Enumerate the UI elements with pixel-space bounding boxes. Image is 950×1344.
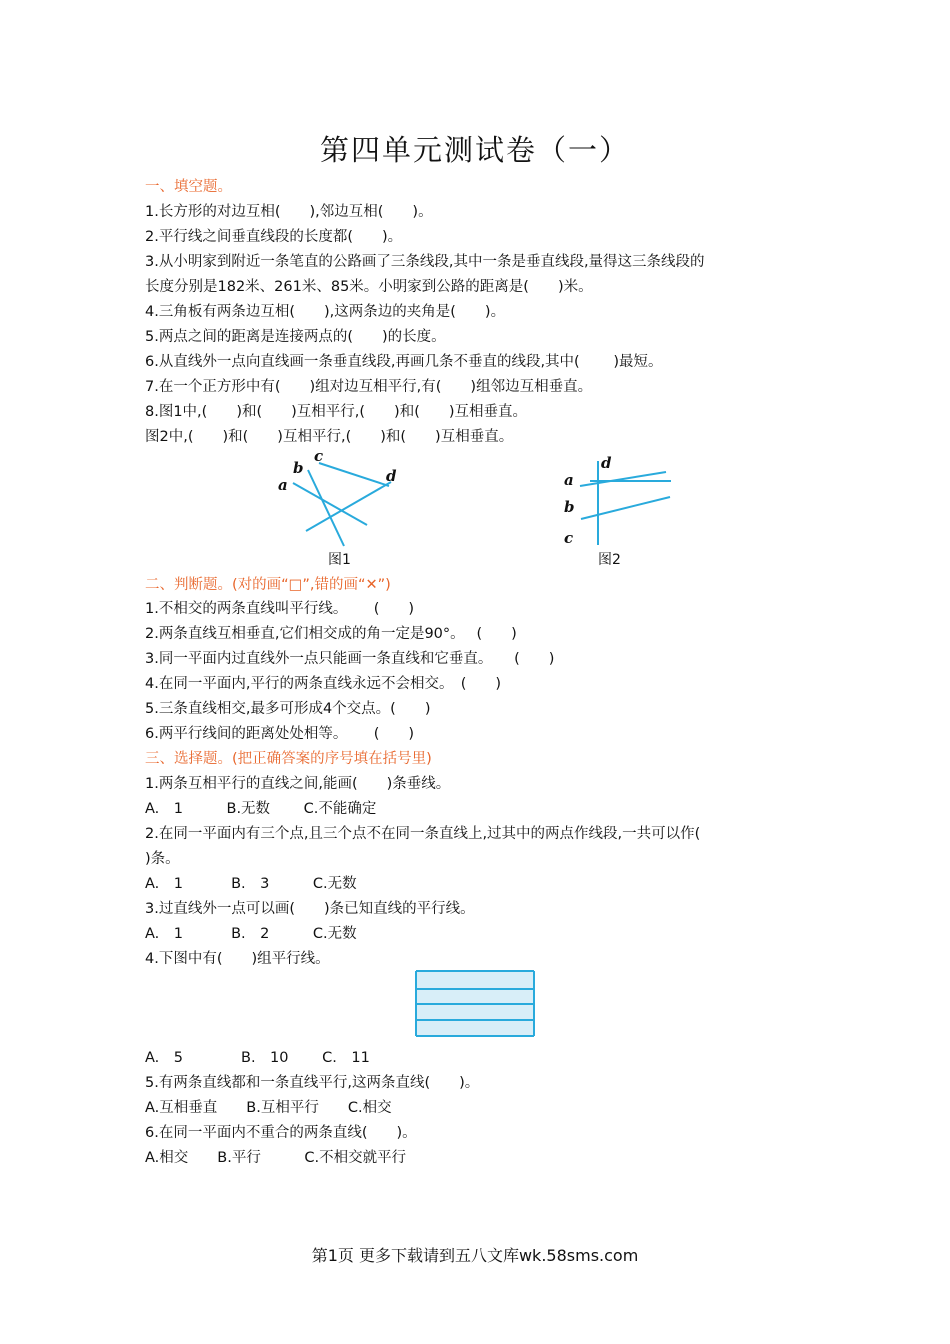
page-title: 第四单元测试卷（一） bbox=[319, 133, 630, 167]
figure-1-label-c: c bbox=[314, 447, 324, 465]
figure-1-caption: 图1 bbox=[328, 552, 351, 568]
question-1-8-line2: 图2中,( )和( )互相平行,( )和( )互相垂直。 bbox=[145, 429, 514, 445]
figure-2-label-d: d bbox=[601, 454, 612, 472]
question-2-1: 1.不相交的两条直线叫平行线。 ( ) bbox=[145, 601, 415, 617]
question-3-5-options: A.互相垂直 B.互相平行 C.相交 bbox=[145, 1100, 392, 1116]
question-3-3-options: A. 1 B. 2 C.无数 bbox=[145, 926, 357, 942]
question-3-1: 1.两条互相平行的直线之间,能画( )条垂线。 bbox=[145, 776, 451, 792]
figure-2-line-b bbox=[581, 497, 670, 519]
question-1-2: 2.平行线之间垂直线段的长度都( )。 bbox=[145, 229, 403, 245]
figure-2-label-a: a bbox=[564, 471, 574, 489]
question-2-5: 5.三条直线相交,最多可形成4个交点。( ) bbox=[145, 701, 431, 717]
question-1-3-line1: 3.从小明家到附近一条笔直的公路画了三条线段,其中一条是垂直线段,量得这三条线段的 bbox=[145, 254, 705, 270]
figure-1-label-d: d bbox=[386, 467, 397, 485]
figure-2-line-a bbox=[580, 472, 666, 486]
question-2-4: 4.在同一平面内,平行的两条直线永远不会相交。 ( ) bbox=[145, 676, 502, 692]
figure-1-line-d bbox=[306, 482, 391, 531]
question-3-4: 4.下图中有( )组平行线。 bbox=[145, 951, 330, 967]
question-3-5: 5.有两条直线都和一条直线平行,这两条直线( )。 bbox=[145, 1075, 480, 1091]
page-footer: 第1页 更多下载请到五八文库wk.58sms.com bbox=[311, 1246, 639, 1265]
figure-2-label-b: b bbox=[564, 498, 575, 516]
question-1-5: 5.两点之间的距离是连接两点的( )的长度。 bbox=[145, 329, 446, 345]
figure-2-label-c: c bbox=[564, 529, 574, 547]
question-3-2-options: A. 1 B. 3 C.无数 bbox=[145, 876, 357, 892]
figure-1-line-c bbox=[319, 463, 389, 486]
question-1-1: 1.长方形的对边互相( ),邻边互相( )。 bbox=[145, 204, 433, 220]
question-1-4: 4.三角板有两条边互相( ),这两条边的夹角是( )。 bbox=[145, 304, 506, 320]
question-3-6: 6.在同一平面内不重合的两条直线( )。 bbox=[145, 1125, 417, 1141]
figure-1-label-a: a bbox=[278, 476, 288, 494]
figure-2-lines bbox=[580, 461, 671, 545]
question-1-3-line2: 长度分别是182米、261米、85米。小明家到公路的距离是( )米。 bbox=[145, 279, 593, 295]
question-3-6-options: A.相交 B.平行 C.不相交就平行 bbox=[145, 1150, 407, 1166]
figure-1-lines bbox=[293, 463, 391, 546]
question-3-3: 3.过直线外一点可以画( )条已知直线的平行线。 bbox=[145, 901, 475, 917]
question-3-2-line1: 2.在同一平面内有三个点,且三个点不在同一条直线上,过其中的两点作线段,一共可以作( bbox=[145, 826, 701, 842]
question-3-2-line2: )条。 bbox=[145, 851, 180, 867]
question-3-4-options: A. 5 B. 10 C. 11 bbox=[145, 1050, 370, 1066]
question-3-1-options: A. 1 B.无数 C.不能确定 bbox=[145, 801, 377, 817]
section-2-heading: 二、判断题。(对的画“□”,错的画“✕”) bbox=[145, 577, 391, 593]
figure-2-caption: 图2 bbox=[598, 552, 621, 568]
question-1-7: 7.在一个正方形中有( )组对边互相平行,有( )组邻边互相垂直。 bbox=[145, 379, 593, 395]
section-1-heading: 一、填空题。 bbox=[145, 179, 232, 195]
figure-1-label-b: b bbox=[293, 459, 304, 477]
question-2-3: 3.同一平面内过直线外一点只能画一条直线和它垂直。 ( ) bbox=[145, 651, 555, 667]
question-2-2: 2.两条直线互相垂直,它们相交成的角一定是90°。 ( ) bbox=[145, 626, 517, 642]
question-1-6: 6.从直线外一点向直线画一条垂直线段,再画几条不垂直的线段,其中( )最短。 bbox=[145, 354, 663, 370]
question-2-6: 6.两平行线间的距离处处相等。 ( ) bbox=[145, 726, 415, 742]
section-3-heading: 三、选择题。(把正确答案的序号填在括号里) bbox=[145, 751, 432, 767]
question-1-8-line1: 8.图1中,( )和( )互相平行,( )和( )互相垂直。 bbox=[145, 404, 528, 420]
parallel-lines-box bbox=[416, 971, 534, 1036]
